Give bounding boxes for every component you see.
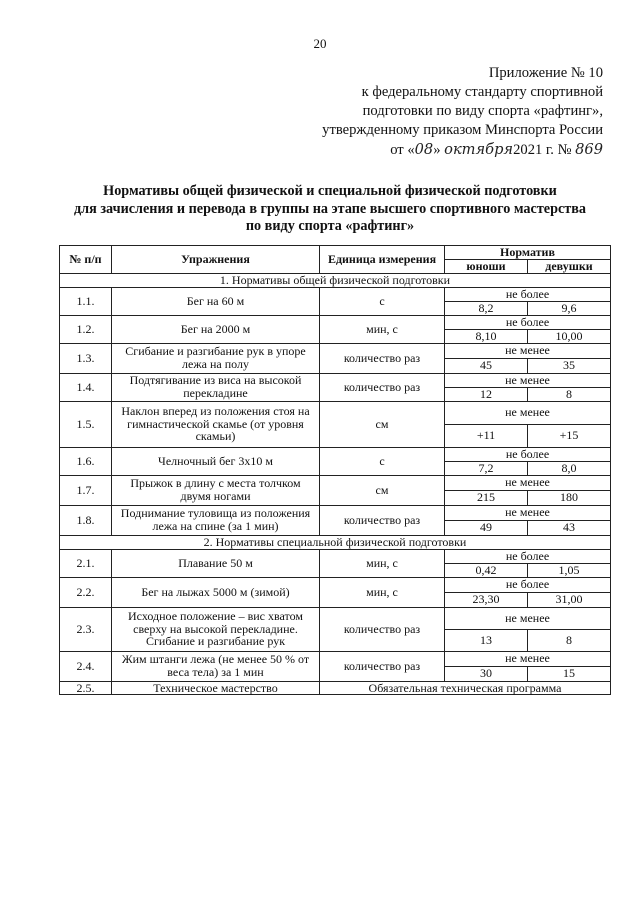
value-boys: 45 xyxy=(445,358,528,373)
row-number: 1.8. xyxy=(60,505,112,535)
norm-qualifier: не более xyxy=(445,315,611,329)
exercise-name: Поднимание туловища из положения лежа на спине (за 1 мин) xyxy=(112,505,320,535)
title-line: для зачисления и перевода в группы на этапе высшего спортивного мастерства xyxy=(73,200,587,217)
appendix-line: к федеральному стандарту спортивной xyxy=(361,84,603,100)
row-number: 2.4. xyxy=(60,651,112,681)
unit: количество раз xyxy=(320,505,445,535)
norms-table xyxy=(59,245,611,695)
value-girls: 43 xyxy=(528,520,611,535)
norm-qualifier: не более xyxy=(445,549,611,563)
value-boys: 0,42 xyxy=(445,563,528,577)
value-girls: 180 xyxy=(528,490,611,505)
technical-program: Обязательная техническая программа xyxy=(320,681,611,695)
unit: см xyxy=(320,475,445,505)
row-number: 2.5. xyxy=(60,681,112,695)
unit: количество раз xyxy=(320,651,445,681)
value-boys: +11 xyxy=(445,424,528,447)
document-title xyxy=(40,183,620,236)
row-number: 2.1. xyxy=(60,549,112,577)
norm-qualifier: не более xyxy=(445,577,611,592)
value-boys: 13 xyxy=(445,629,528,651)
norm-qualifier: не менее xyxy=(445,401,611,424)
appendix-line: подготовки по виду спорта «рафтинг», xyxy=(362,103,603,119)
exercise-name: Челночный бег 3х10 м xyxy=(112,447,320,475)
value-girls: 1,05 xyxy=(528,563,611,577)
appendix-block xyxy=(322,64,603,160)
exercise-name: Техническое мастерство xyxy=(112,681,320,695)
norm-qualifier: не менее xyxy=(445,373,611,387)
section-row xyxy=(60,273,611,287)
header-girls: девушки xyxy=(528,259,611,273)
exercise-name: Бег на 60 м xyxy=(112,287,320,315)
row-number: 2.3. xyxy=(60,607,112,651)
page-number: 20 xyxy=(313,36,327,51)
norm-qualifier: не более xyxy=(445,287,611,301)
handwritten-order-number: 869 xyxy=(575,141,603,158)
order-year: 2021 г. № xyxy=(513,142,576,158)
unit: мин, с xyxy=(320,577,445,607)
value-girls: 35 xyxy=(528,358,611,373)
section-title: 2. Нормативы специальной физической подготовки xyxy=(60,535,611,549)
value-boys: 30 xyxy=(445,666,528,681)
table-row xyxy=(60,651,611,666)
value-girls: 8 xyxy=(528,387,611,401)
appendix-line: Приложение № 10 xyxy=(488,65,603,81)
exercise-name: Бег на лыжах 5000 м (зимой) xyxy=(112,577,320,607)
header-exercise: Упражнения xyxy=(112,246,320,274)
norm-qualifier: не менее xyxy=(445,475,611,490)
title-line: Нормативы общей физической и специальной физической подготовки xyxy=(103,183,557,199)
exercise-name: Жим штанги лежа (не менее 50 % от веса тела) за 1 мин xyxy=(112,651,320,681)
value-boys: 215 xyxy=(445,490,528,505)
table-row xyxy=(60,475,611,490)
value-boys: 49 xyxy=(445,520,528,535)
value-boys: 8,10 xyxy=(445,329,528,343)
unit: мин, с xyxy=(320,549,445,577)
row-number: 2.2. xyxy=(60,577,112,607)
value-boys: 12 xyxy=(445,387,528,401)
norm-qualifier: не менее xyxy=(445,505,611,520)
table-row xyxy=(60,315,611,329)
value-boys: 8,2 xyxy=(445,301,528,315)
norm-qualifier: не менее xyxy=(445,607,611,629)
value-girls: 10,00 xyxy=(528,329,611,343)
row-number: 1.3. xyxy=(60,343,112,373)
header-norm: Норматив xyxy=(445,246,611,260)
date-sep: » xyxy=(433,142,441,158)
unit: с xyxy=(320,287,445,315)
exercise-name: Прыжок в длину с места толчком двумя ногами xyxy=(112,475,320,505)
exercise-name: Исходное положение – вис хватом сверху на высокой перекладине. Сгибание и разгибание рук xyxy=(112,607,320,651)
row-number: 1.4. xyxy=(60,373,112,401)
section-title: 1. Нормативы общей физической подготовки xyxy=(60,273,611,287)
header-num: № п/п xyxy=(60,246,112,274)
value-girls: 31,00 xyxy=(528,592,611,607)
row-number: 1.2. xyxy=(60,315,112,343)
value-girls: 8,0 xyxy=(528,461,611,475)
table-row xyxy=(60,373,611,387)
table-row xyxy=(60,577,611,592)
table-row xyxy=(60,549,611,563)
row-number: 1.6. xyxy=(60,447,112,475)
exercise-name: Подтягивание из виса на высокой перекладине xyxy=(112,373,320,401)
row-number: 1.7. xyxy=(60,475,112,505)
norm-qualifier: не более xyxy=(445,447,611,461)
unit: см xyxy=(320,401,445,447)
order-date-line xyxy=(322,140,603,160)
norm-qualifier: не менее xyxy=(445,651,611,666)
value-boys: 7,2 xyxy=(445,461,528,475)
unit: количество раз xyxy=(320,373,445,401)
header-unit: Единица измерения xyxy=(320,246,445,274)
exercise-name: Плавание 50 м xyxy=(112,549,320,577)
unit: количество раз xyxy=(320,343,445,373)
row-number: 1.1. xyxy=(60,287,112,315)
table-row xyxy=(60,287,611,301)
table-row xyxy=(60,401,611,424)
table-row xyxy=(60,607,611,629)
value-girls: 8 xyxy=(528,629,611,651)
norm-qualifier: не менее xyxy=(445,343,611,358)
table-row xyxy=(60,447,611,461)
title-line: по виду спорта «рафтинг» xyxy=(245,218,415,234)
table-row xyxy=(60,681,611,695)
unit: мин, с xyxy=(320,315,445,343)
value-girls: +15 xyxy=(528,424,611,447)
exercise-name: Наклон вперед из положения стоя на гимнастической скамье (от уровня скамьи) xyxy=(112,401,320,447)
exercise-name: Сгибание и разгибание рук в упоре лежа на полу xyxy=(112,343,320,373)
header-boys: юноши xyxy=(445,259,528,273)
handwritten-month: октября xyxy=(444,141,514,158)
unit: с xyxy=(320,447,445,475)
value-girls: 15 xyxy=(528,666,611,681)
section-row xyxy=(60,535,611,549)
handwritten-day: 08 xyxy=(414,141,434,158)
unit: количество раз xyxy=(320,607,445,651)
appendix-line: утвержденному приказом Минспорта России xyxy=(322,122,603,138)
table-row xyxy=(60,505,611,520)
date-prefix: от « xyxy=(390,142,415,158)
value-boys: 23,30 xyxy=(445,592,528,607)
row-number: 1.5. xyxy=(60,401,112,447)
table-row xyxy=(60,343,611,358)
exercise-name: Бег на 2000 м xyxy=(112,315,320,343)
value-girls: 9,6 xyxy=(528,301,611,315)
